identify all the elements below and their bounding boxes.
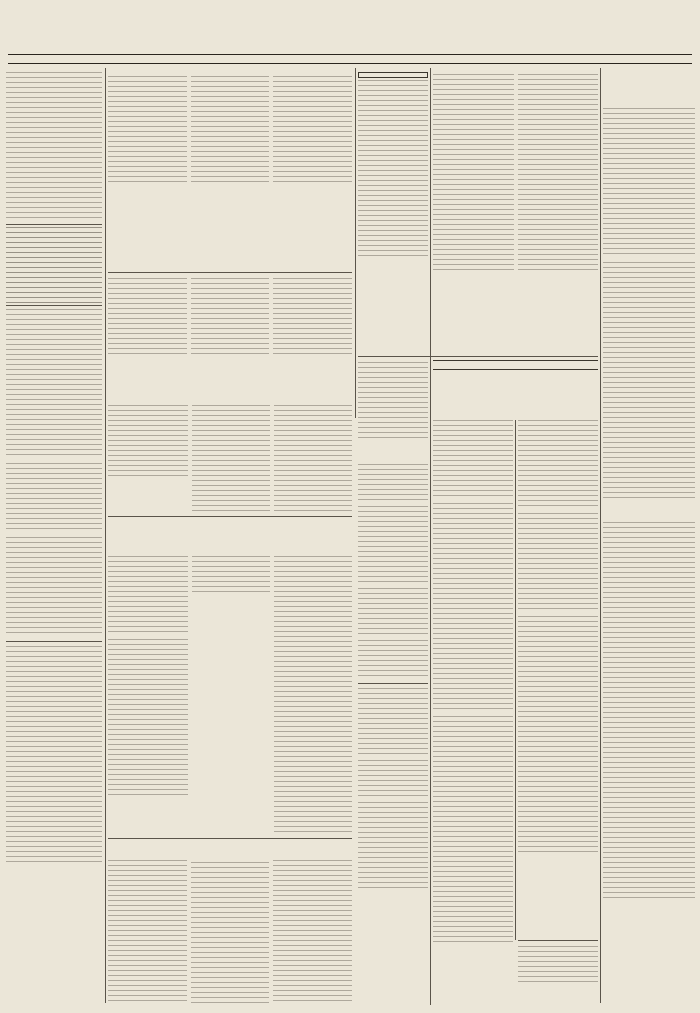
publisher-bar [8,54,692,64]
section-rule [518,940,598,941]
eda-band [433,360,598,370]
right-lower-column-b [518,420,598,940]
column-rule [355,68,356,418]
local-news-head [358,278,428,353]
port-story [108,275,352,405]
teachers-congress [518,944,598,1004]
column-rule [600,68,601,1003]
mid-column-lower [358,462,428,1005]
wilson-story [108,70,352,270]
masthead-right [518,4,688,6]
section-rule [358,356,598,357]
lottery-results [192,556,270,836]
right-column [603,68,695,1003]
left-column [6,68,102,1003]
column-rule [515,420,516,940]
section-rule [108,516,352,517]
stephanopoulos-story [358,360,428,460]
column-text [274,556,352,836]
continuation-note [200,996,350,1006]
chinese-story [108,860,352,1005]
right-lower-column-a [433,420,513,1005]
masthead [0,0,700,70]
column-text [192,405,352,515]
chinese-story-head [108,840,352,858]
masthead-left [10,4,180,6]
talks-headline [358,683,428,686]
column-rule [430,362,431,1005]
meeting-story [433,70,598,355]
section-rule [108,838,352,839]
protest-story [108,405,188,515]
center-union-head [433,372,598,417]
column-rule [105,68,106,1003]
section-rule [108,272,352,273]
section-heading [6,641,102,644]
village-story-head [108,519,352,555]
proclamation [108,556,188,836]
